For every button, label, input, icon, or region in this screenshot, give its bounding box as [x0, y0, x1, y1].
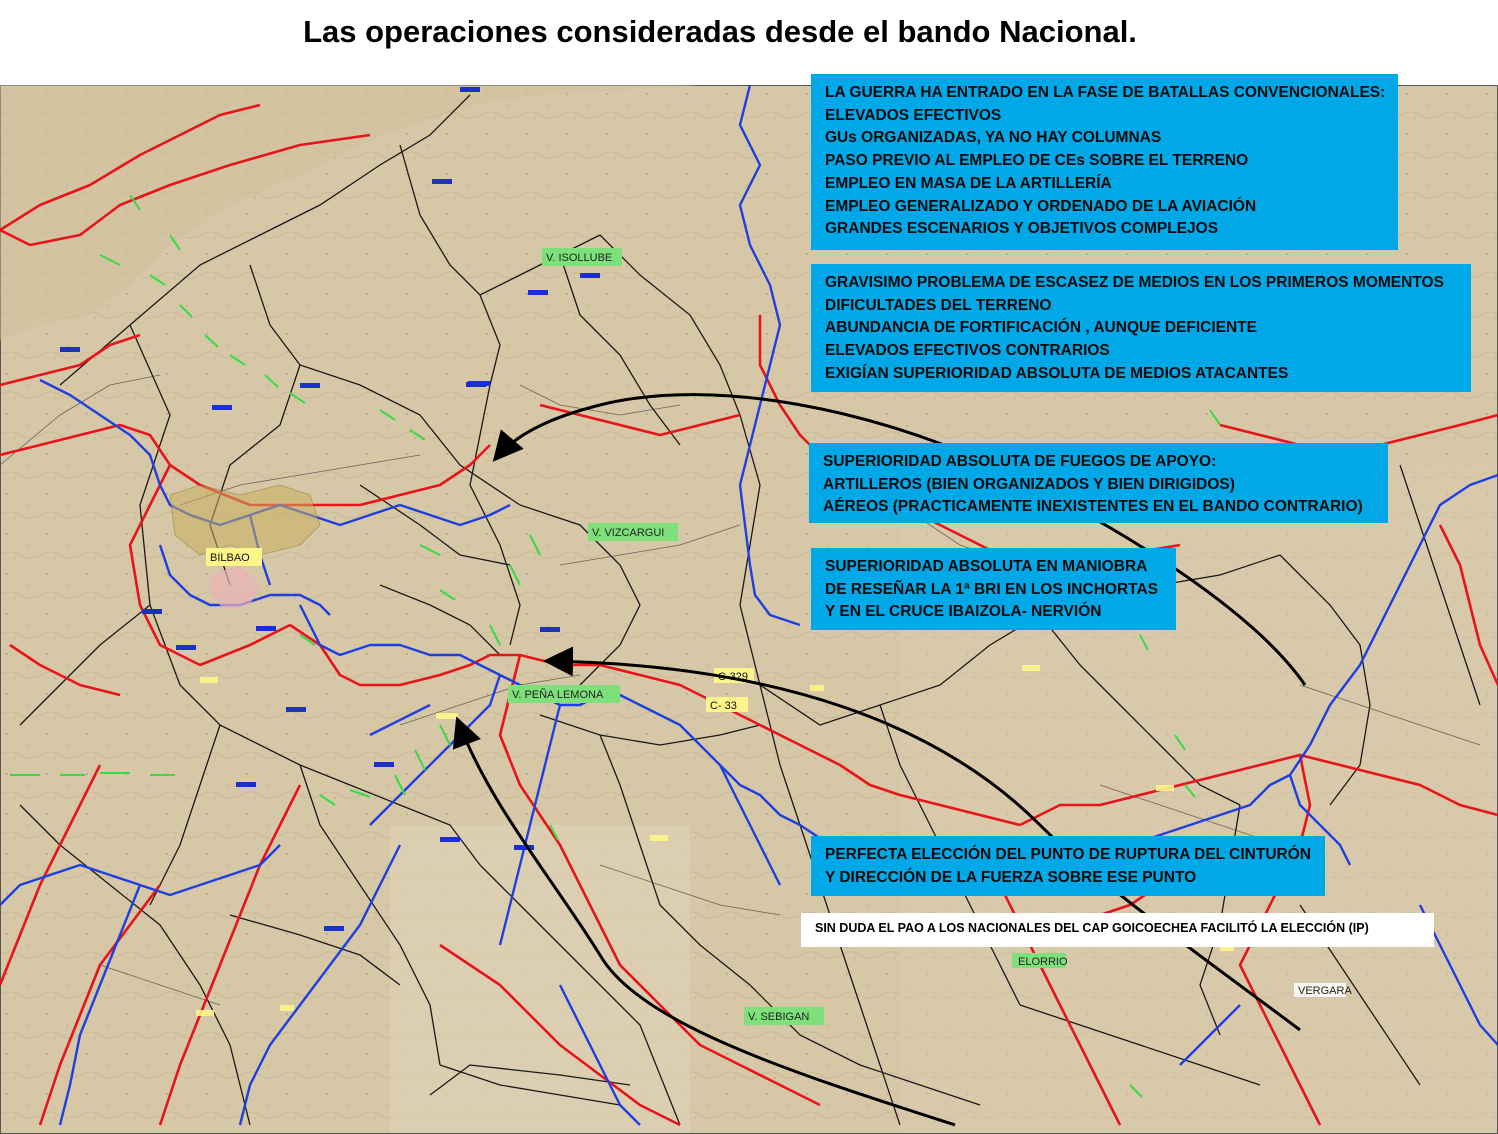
svg-text:VERGARA: VERGARA: [1298, 985, 1352, 997]
page-title: Las operaciones consideradas desde el bando Nacional.: [303, 14, 1137, 49]
svg-text:V. SEBIGAN: V. SEBIGAN: [748, 1011, 810, 1023]
svg-text:V. VIZCARGUI: V. VIZCARGUI: [592, 527, 665, 539]
box-line: SUPERIORIDAD ABSOLUTA EN MANIOBRA: [825, 558, 1148, 575]
box-maneuver-superiority: [811, 548, 1176, 630]
box-conventional-war: [811, 74, 1398, 250]
label-vizcargui: [588, 523, 678, 541]
map-lighter-south: [390, 825, 690, 1134]
label-pena-lemona: [508, 685, 620, 703]
note-goicoechea: SIN DUDA EL PAO A LOS NACIONALES DEL CAP GOICOECHEA FACILITÓ LA ELECCIÓN (IP): [801, 913, 1434, 947]
box-line: DIFICULTADES DEL TERRENO: [825, 296, 1052, 314]
box-line: EMPLEO EN MASA DE LA ARTILLERÍA: [825, 174, 1112, 192]
label-isollube: [542, 248, 622, 266]
box-line: ELEVADOS EFECTIVOS: [825, 106, 1002, 124]
box-fire-superiority: [809, 443, 1388, 523]
svg-text:V. PEÑA LEMONA: V. PEÑA LEMONA: [512, 689, 604, 701]
box-line: DE RESEÑAR LA 1ª BRI EN LOS INCHORTAS: [825, 580, 1158, 598]
box-line: PASO PREVIO AL EMPLEO DE CEs SOBRE EL TERRENO: [825, 152, 1249, 170]
box-line: Y DIRECCIÓN DE LA FUERZA SOBRE ESE PUNTO: [825, 868, 1197, 886]
label-sebigan: [744, 1007, 824, 1025]
box-line: GRANDES ESCENARIOS Y OBJETIVOS COMPLEJOS: [825, 220, 1219, 238]
svg-text:V. ISOLLUBE: V. ISOLLUBE: [546, 252, 613, 264]
box-line: ELEVADOS EFECTIVOS CONTRARIOS: [825, 342, 1110, 360]
svg-text:ELORRIO: ELORRIO: [1018, 956, 1068, 968]
box-line: ABUNDANCIA DE FORTIFICACIÓN , AUNQUE DEFICIENTE: [825, 319, 1257, 337]
box-line: SUPERIORIDAD ABSOLUTA DE FUEGOS DE APOYO:: [823, 453, 1217, 470]
box-line: AÉREOS (PRACTICAMENTE INEXISTENTES EN EL BANDO CONTRARIO): [823, 498, 1363, 516]
box-line: Y EN EL CRUCE IBAIZOLA- NERVIÓN: [825, 603, 1102, 621]
label-vergara: [1294, 983, 1352, 997]
box-resource-shortage: [811, 264, 1471, 392]
box-line: EXIGÍAN SUPERIORIDAD ABSOLUTA DE MEDIOS ATACANTES: [825, 364, 1289, 382]
label-c33: [706, 697, 748, 712]
box-line: EMPLEO GENERALIZADO Y ORDENADO DE LA AVIACIÓN: [825, 197, 1257, 215]
box-breakthrough-point: [811, 836, 1325, 896]
label-elorrio: [1012, 953, 1068, 968]
box-line: PERFECTA ELECCIÓN DEL PUNTO DE RUPTURA DEL CINTURÓN: [825, 846, 1311, 863]
box-line: ARTILLEROS (BIEN ORGANIZADOS Y BIEN DIRIGIDOS): [823, 475, 1235, 493]
label-bilbao: [206, 548, 262, 566]
box-line: GRAVISIMO PROBLEMA DE ESCASEZ DE MEDIOS EN LOS PRIMEROS MOMENTOS: [825, 274, 1444, 291]
svg-text:C-329: C-329: [718, 671, 748, 683]
box-line: LA GUERRA HA ENTRADO EN LA FASE DE BATALLAS CONVENCIONALES:: [825, 84, 1386, 101]
box-line: GUs ORGANIZADAS, YA NO HAY COLUMNAS: [825, 129, 1162, 147]
svg-text:C- 33: C- 33: [710, 700, 737, 712]
svg-text:BILBAO: BILBAO: [210, 552, 250, 564]
